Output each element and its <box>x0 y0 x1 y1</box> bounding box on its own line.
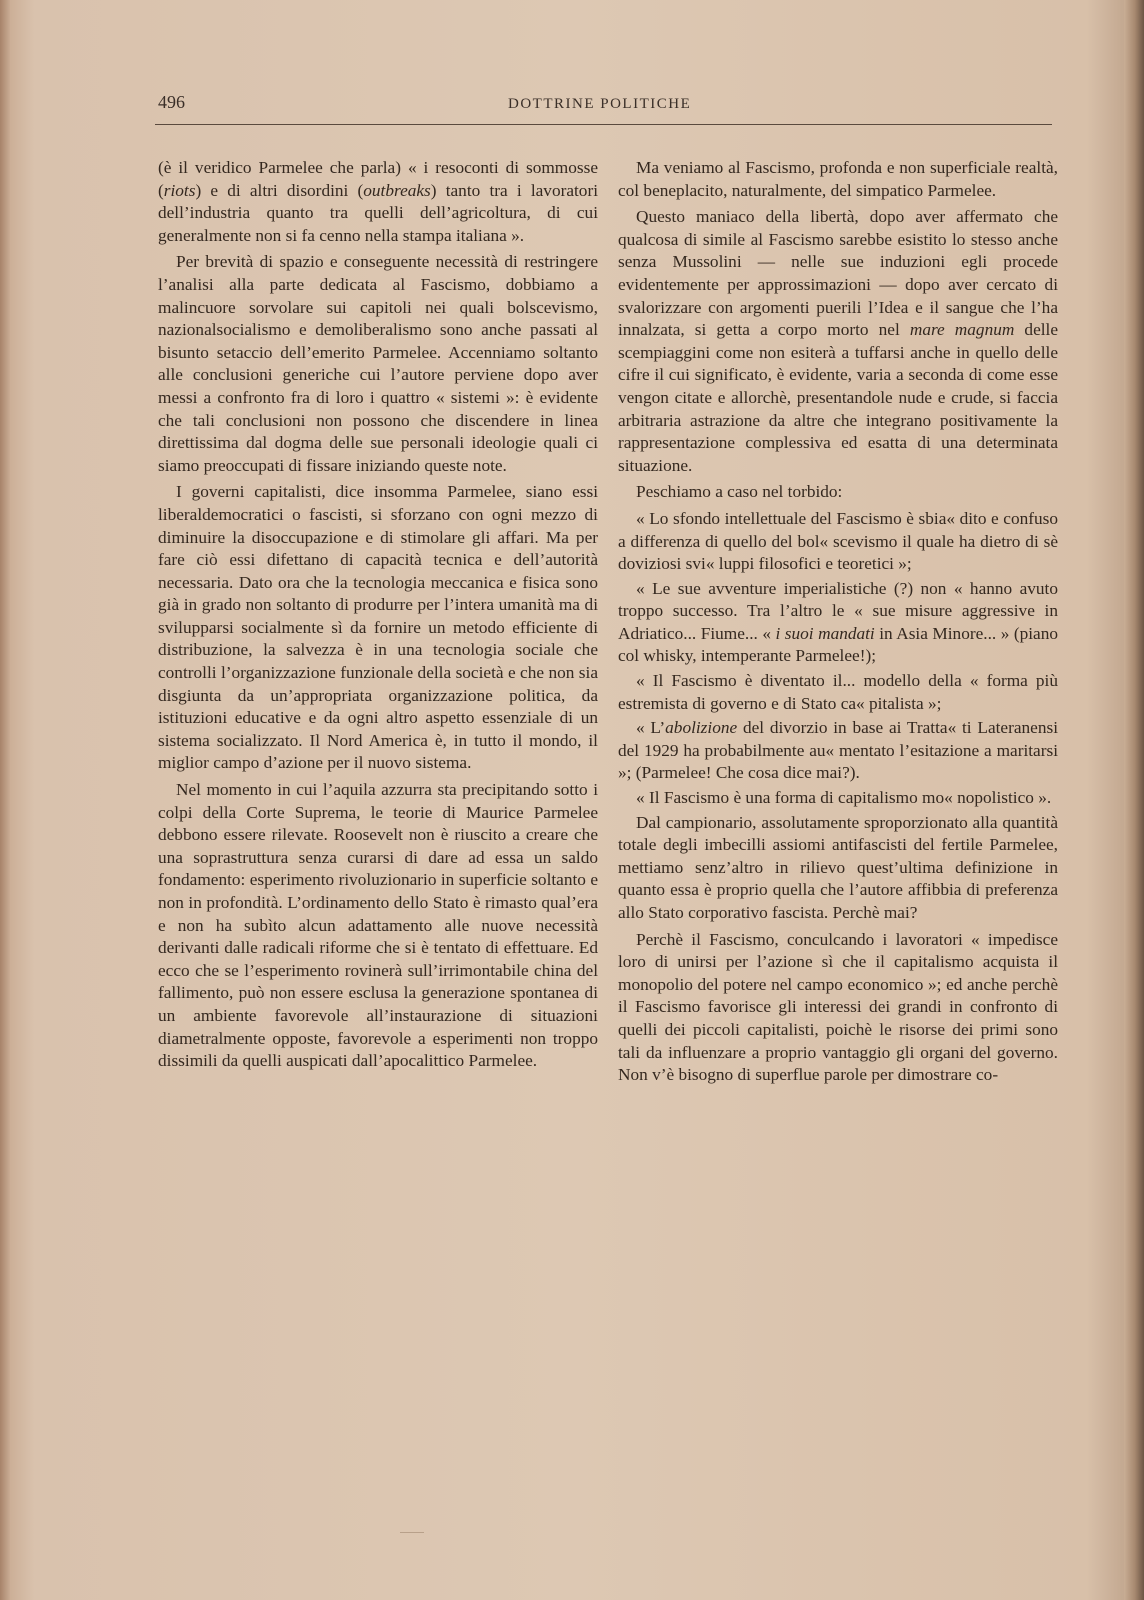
paragraph: Perchè il Fascismo, conculcando i lavoratori « impedisce loro di unirsi per l’azione sì che il capitalismo acquista il monopolio del potere nel campo economico »; ed anche perchè il Fascismo favorisce gli interessi dei grandi in confronto di quelli dei piccoli capitalisti, poichè le risorse dei primi sono tali da influenzare a proprio vantaggio gli organi del governo. Non v’è bisogno di superflue parole per dimostrare co- <box>618 929 1058 1085</box>
italic-term: mare magnum <box>909 320 1015 340</box>
italic-term: riots <box>163 180 196 200</box>
text-run: (è il veridico Parmelee che parla) « i resoconti di sommosse ( <box>158 158 598 200</box>
quotation <box>618 717 1058 785</box>
header-rule <box>155 124 1052 125</box>
text-run: delle scempiaggini come non esiterà a tuffarsi anche in quello delle cifre il cui significato, è evidente, varia a seconda di come esse vengon citate e allorchè, presentandole nude e crude, si faccia arbitraria astrazione da altre che integrano positivamente la rappresentazione complessiva ed esatta di una determinata situazione. <box>618 320 1059 475</box>
paragraph: Peschiamo a caso nel torbido: <box>636 482 843 502</box>
paragraph: Ma veniamo al Fascismo, profonda e non superficiale realtà, col beneplacito, naturalmente, del simpatico Parmelee. <box>618 158 1058 200</box>
italic-term: outbreaks <box>363 180 431 200</box>
quotation: « Il Fascismo è diventato il... modello della « forma più estremista di governo e di Stato ca« pitalista »; <box>618 671 1058 713</box>
quotation: « Lo sfondo intellettuale del Fascismo è sbia« dito e confuso a differenza di quello del bol« scevismo il quale ha dietro di sè doviziosi svi« luppi filosofici e teoretici »; <box>618 508 1058 574</box>
italic-term: i suoi mandati <box>775 623 875 643</box>
running-head <box>158 90 1052 118</box>
paragraph: Dal campionario, assolutamente sproporzionato alla quantità totale degli imbecilli assiomi antifascisti del fertile Parmelee, mettiamo senz’altro in rilievo quest’ultima definizione in quanto essa è proprio quella che l’autore affibbia di preferenza allo Stato corporativo fascista. Perchè mai? <box>618 812 1058 922</box>
text-run: Questo maniaco della libertà, dopo aver affermato che qualcosa di simile al Fascismo sarebbe esistito lo stesso anche senza Mussolini — nelle sue induzioni egli procede evidentemente per approssimazioni — dopo aver cercato di svalorizzare con argomenti puerili l’Idea e il sangue che l’ha innalzata, si getta a corpo morto nel <box>618 207 1058 340</box>
text-run: ) tanto tra i lavoratori dell’industria quanto tra quelli dell’agricoltura, di cui generalmente non si fa cenno nella stampa italiana ». <box>158 180 599 245</box>
text-run: « L’ <box>636 718 666 738</box>
text-run: in Asia Minore... » (piano col whisky, intemperante Parmelee!); <box>618 623 1058 666</box>
italic-term: abolizione <box>665 718 738 738</box>
quotation: « Il Fascismo è una forma di capitalismo mo« nopolistico ». <box>636 788 1052 808</box>
running-title: DOTTRINE POLITICHE <box>508 96 692 112</box>
page-number: 496 <box>158 92 185 112</box>
left-column <box>158 157 598 1077</box>
paragraph <box>618 206 1058 477</box>
page-left-edge <box>0 0 10 1600</box>
text-run: del divorzio in base ai Tratta« ti Lateranensi del 1929 ha probabilmente au« mentato l’esitazione a maritarsi »; (Parmelee! Che cosa dice mai?). <box>618 718 1058 783</box>
paragraph: I governi capitalisti, dice insomma Parmelee, siano essi liberaldemocratici o fascisti, si sforzano con ogni mezzo di diminuire la disoccupazione e di stimolare gli affari. Ma per fare ciò essi difettano di capacità tecnica e dell’autorità necessaria. Dato ora che la tecnologia meccanica e fisica sono già in grado non soltanto di produrre per l’intera umanità ma di svilupparsi socialmente sì da fornire un metodo efficiente di distribuzione, la salvezza è in una tecnologia sociale che controlli l’organizzazione funzionale della società e che non sia disgiunta da un’appropriata organizzazione politica, da istituzioni educative e da ogni altro aspetto essenziale di un sistema socializzato. Il Nord America è, in tutto il mondo, il miglior campo d’azione per il nuovo sistema. <box>158 482 598 773</box>
book-spine <box>1124 0 1144 1600</box>
right-column <box>618 157 1058 1091</box>
paragraph: Per brevità di spazio e conseguente necessità di restringere l’analisi alla parte dedicata al Fascismo, dobbiamo a malincuore sorvolare sui capitoli nei quali bolscevismo, nazionalsocialismo e demoliberalismo sono anche passati al bisunto setaccio dell’emerito Parmelee. Accenniamo soltanto alle conclusioni generiche cui l’autore perviene dopo aver messi a confronto fra di loro i quattro « sistemi »: è evidente che tali conclusioni non possono che discendere in linea direttissima dal dogma delle sue personali ideologie quali ci siamo preoccupati di fissare iniziando queste note. <box>158 252 598 475</box>
paragraph: Nel momento in cui l’aquila azzurra sta precipitando sotto i colpi della Corte Suprema, le teorie di Maurice Parmelee debbono essere rilevate. Roosevelt non è riuscito a creare che una soprastruttura senza curarsi di dare ad essa un saldo fondamento: esperimento rivoluzionario in superficie soltanto e non in profondità. L’ordinamento dello Stato è rimasto qual’era e non ha subìto alcun adattamento alle nuove necessità derivanti dalle radicali riforme che si è tentato di effettuare. Ed ecco che se l’esperimento rovinerà sull’irrimontabile china del fallimento, può non essere esclusa la generazione spontanea di un ambiente favorevole all’instaurazione di situazioni diametralmente opposte, favorevole a esperimenti non troppo dissimili da quelli auspicati dall’apocalittico Parmelee. <box>158 780 598 1071</box>
quotation <box>618 578 1058 668</box>
text-run: ) e di altri disordini ( <box>195 180 364 200</box>
text-run: « Le sue avventure imperialistiche (?) non « hanno avuto troppo successo. Tra l’altro le « sue misure aggressive in Adriatico... Fiume... « <box>618 578 1058 643</box>
paper-mark <box>400 1532 424 1533</box>
paragraph <box>158 157 598 247</box>
